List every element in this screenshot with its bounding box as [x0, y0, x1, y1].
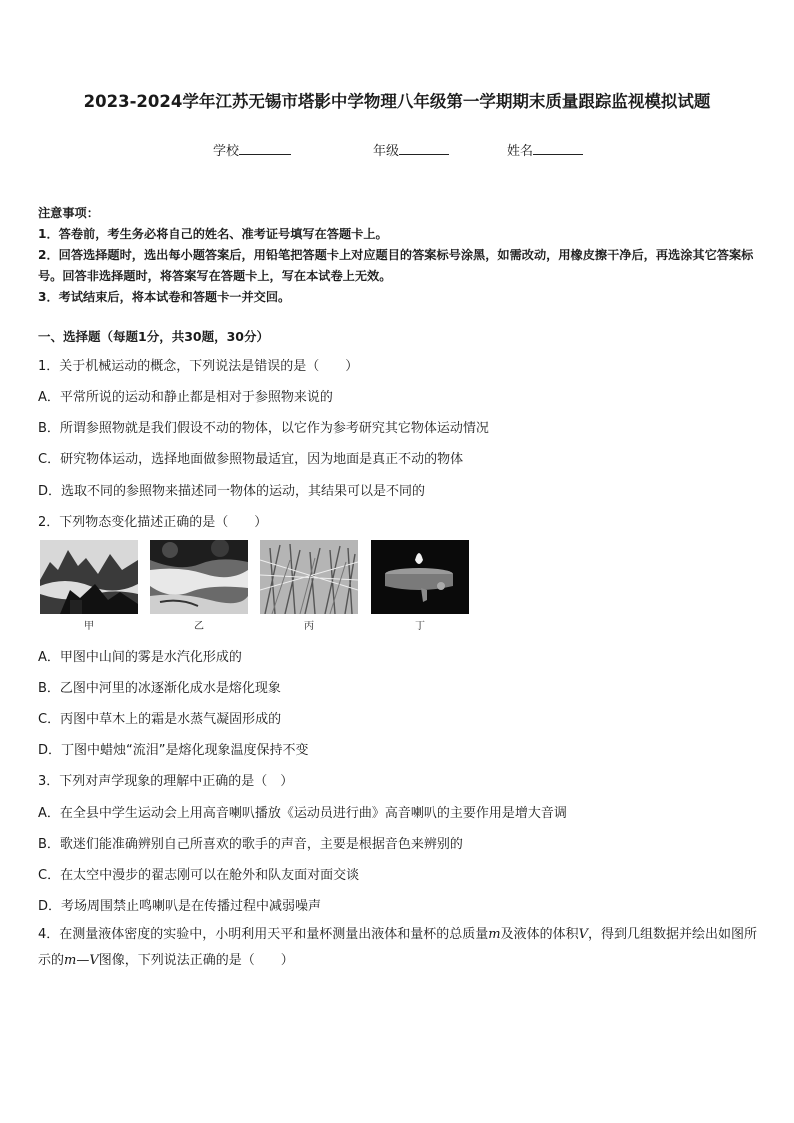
caption-yi: 乙 [194, 621, 204, 632]
notice-section [38, 203, 760, 308]
q4-symbol-mv: m—V [64, 953, 99, 968]
notice-item: 1．答卷前，考生务必将自己的姓名、准考证号填写在答题卡上。 [38, 227, 388, 241]
q2-option-d: D．丁图中蜡烛“流泪”是熔化现象温度保持不变 [38, 743, 309, 758]
q3-option-a: A．在全县中学生运动会上用高音喇叭播放《运动员进行曲》高音喇叭的主要作用是增大音调 [38, 806, 567, 821]
page-title: 2023-2024学年江苏无锡市塔影中学物理八年级第一学期期末质量跟踪监视模拟试题 [83, 92, 711, 111]
q4-text: 图像，下列说法正确的是（ ） [98, 953, 294, 968]
name-field [507, 140, 583, 159]
grade-field [373, 140, 449, 159]
name-label: 姓名 [507, 144, 534, 159]
q4-symbol-v: V [578, 927, 589, 942]
name-blank [533, 142, 583, 155]
candle-image [371, 540, 469, 614]
grade-label: 年级 [373, 144, 400, 159]
mountain-fog-image [40, 540, 138, 614]
grade-blank [399, 142, 449, 155]
q3-option-d: D．考场周围禁止鸣喇叭是在传播过程中减弱噪声 [38, 899, 322, 914]
q3-option-b: B．歌迷们能准确辨别自己所喜欢的歌手的声音，主要是根据音色来辨别的 [38, 837, 463, 852]
notice-item: 3．考试结束后，将本试卷和答题卡一并交回。 [38, 290, 291, 304]
frosted-grass-image [260, 540, 358, 614]
q1-option-c: C．研究物体运动，选择地面做参照物最适宜，因为地面是真正不动的物体 [38, 452, 464, 467]
q2-option-c: C．丙图中草木上的霜是水蒸气凝固形成的 [38, 712, 282, 727]
q1-option-d: D．选取不同的参照物来描述同一物体的运动，其结果可以是不同的 [38, 484, 426, 499]
q4-symbol-m: m [488, 927, 501, 942]
river-ice-image [150, 540, 248, 614]
q3-option-c: C．在太空中漫步的翟志刚可以在舱外和队友面对面交谈 [38, 868, 360, 883]
question-2-stem: 2．下列物态变化描述正确的是（ ） [38, 515, 268, 530]
school-blank [239, 142, 291, 155]
caption-bing: 丙 [304, 621, 314, 632]
question-3-stem: 3．下列对声学现象的理解中正确的是（ ） [38, 774, 294, 789]
caption-ding: 丁 [415, 621, 425, 632]
q4-text: 4．在测量液体密度的实验中，小明利用天平和量杯测量出液体和量杯的总质量 [38, 927, 489, 942]
q2-option-a: A．甲图中山间的雾是水汽化形成的 [38, 650, 242, 665]
notice-item: 2．回答选择题时，选出每小题答案后，用铅笔把答题卡上对应题目的答案标号涂黑，如需改动，用橡皮擦干净后，再选涂其它答案标号。回答非选择题时，将答案写在答题卡上，写在本试卷上无效。 [38, 248, 754, 283]
q1-option-a: A．平常所说的运动和静止都是相对于参照物来说的 [38, 390, 333, 405]
q4-text: ，得到几组数据并绘出如图所示的 [38, 927, 758, 968]
question-1-stem: 1．关于机械运动的概念，下列说法是错误的是（ ） [38, 359, 359, 374]
caption-jia: 甲 [84, 621, 94, 632]
q2-figure-row [40, 540, 470, 630]
section-heading: 一、选择题（每题1分，共30题，30分） [38, 329, 269, 344]
school-label: 学校 [213, 144, 240, 159]
notice-heading: 注意事项： [38, 206, 99, 220]
q4-text: 及液体的体积 [500, 927, 579, 942]
q2-option-b: B．乙图中河里的冰逐渐化成水是熔化现象 [38, 681, 281, 696]
school-field [213, 140, 291, 159]
q1-option-b: B．所谓参照物就是我们假设不动的物体，以它作为参考研究其它物体运动情况 [38, 421, 489, 436]
question-4-stem [38, 922, 760, 974]
